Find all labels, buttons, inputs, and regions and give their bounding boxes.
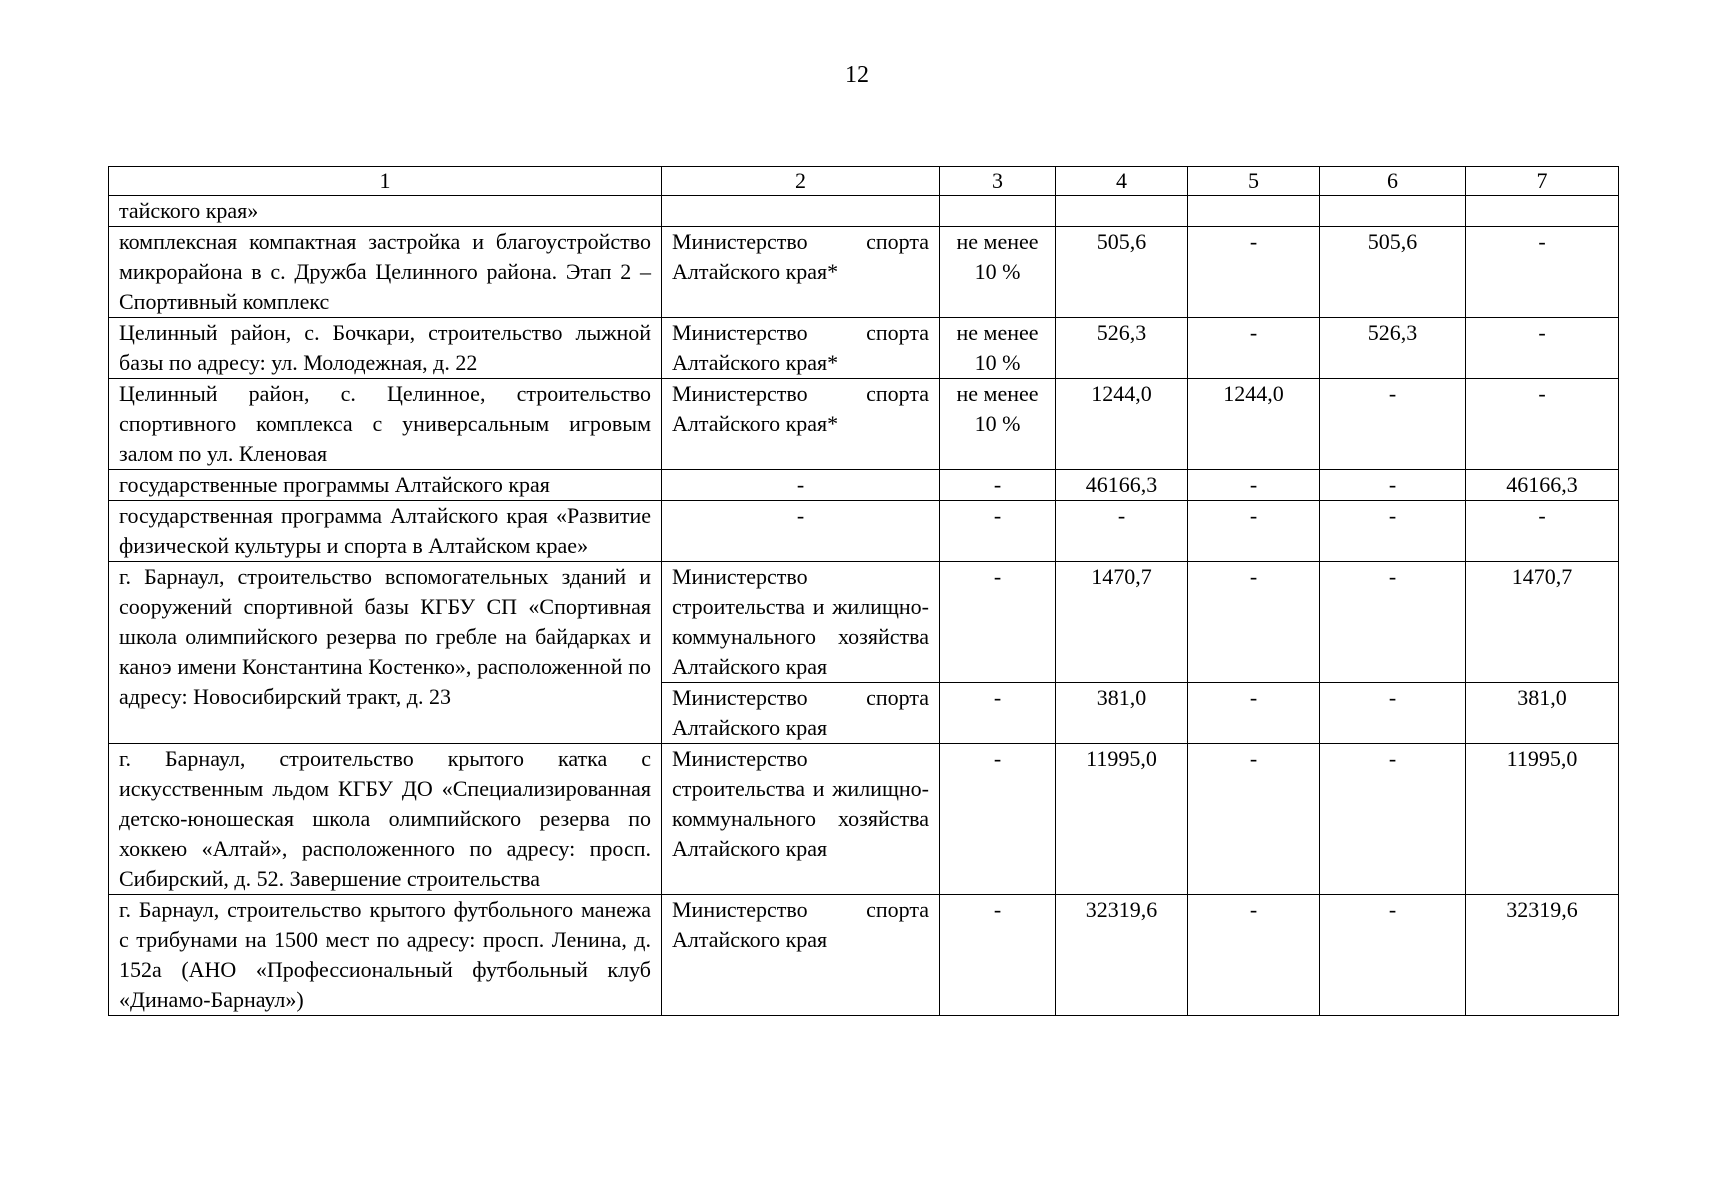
customer-cell: - [662, 501, 940, 562]
cofinancing-cell [940, 196, 1056, 227]
object-name-cell: г. Барнаул, строительство вспомогательных зданий и сооружений спортивной базы КГБУ СП «Спортивная школа олимпийского резерва по гребле на байдарках и каноэ имени Константина Костенко», расположенной по адресу: Новосибирский тракт, д. 23 [109, 562, 662, 744]
year-cell [1466, 196, 1619, 227]
total-cell: 46166,3 [1056, 470, 1188, 501]
year-cell: 381,0 [1466, 683, 1619, 744]
year-cell: - [1320, 744, 1466, 895]
year-cell [1320, 196, 1466, 227]
column-header: 5 [1188, 167, 1320, 196]
cofinancing-cell: не менее 10 % [940, 227, 1056, 318]
page-number: 12 [845, 62, 869, 88]
year-cell: - [1188, 227, 1320, 318]
table-row [109, 501, 1619, 562]
cofinancing-cell: - [940, 470, 1056, 501]
year-cell [1188, 196, 1320, 227]
object-name-cell: государственные программы Алтайского края [109, 470, 662, 501]
object-name-cell: Целинный район, с. Бочкари, строительство лыжной базы по адресу: ул. Молодежная, д. 22 [109, 318, 662, 379]
table-row [109, 379, 1619, 470]
column-header: 1 [109, 167, 662, 196]
object-name-cell: тайского края» [109, 196, 662, 227]
cofinancing-cell: - [940, 744, 1056, 895]
total-cell: 381,0 [1056, 683, 1188, 744]
cofinancing-cell: не менее 10 % [940, 318, 1056, 379]
year-cell: - [1188, 501, 1320, 562]
table-row [109, 227, 1619, 318]
customer-cell: Министерство спорта Алтайского края [662, 895, 940, 1016]
total-cell: 1244,0 [1056, 379, 1188, 470]
customer-cell: Министерство строительства и жилищно-коммунального хозяйства Алтайского края [662, 562, 940, 683]
column-header: 7 [1466, 167, 1619, 196]
year-cell: - [1188, 895, 1320, 1016]
object-name-cell: г. Барнаул, строительство крытого футбольного манежа с трибунами на 1500 мест по адресу: просп. Ленина, д. 152а (АНО «Профессиональный футбольный клуб «Динамо-Барнаул») [109, 895, 662, 1016]
year-cell: - [1188, 470, 1320, 501]
table-row [109, 744, 1619, 895]
year-cell: 1244,0 [1188, 379, 1320, 470]
total-cell: 505,6 [1056, 227, 1188, 318]
customer-cell: Министерство спорта Алтайского края* [662, 227, 940, 318]
total-cell: - [1056, 501, 1188, 562]
total-cell: 32319,6 [1056, 895, 1188, 1016]
customer-cell: Министерство спорта Алтайского края* [662, 379, 940, 470]
year-cell: - [1188, 683, 1320, 744]
year-cell: 46166,3 [1466, 470, 1619, 501]
object-name-cell: комплексная компактная застройка и благоустройство микрорайона в с. Дружба Целинного района. Этап 2 – Спортивный комплекс [109, 227, 662, 318]
year-cell: - [1320, 501, 1466, 562]
total-cell: 526,3 [1056, 318, 1188, 379]
year-cell: - [1188, 318, 1320, 379]
object-name-cell: Целинный район, с. Целинное, строительство спортивного комплекса с универсальным игровым залом по ул. Кленовая [109, 379, 662, 470]
year-cell: 1470,7 [1466, 562, 1619, 683]
year-cell: - [1320, 895, 1466, 1016]
object-name-cell: государственная программа Алтайского края «Развитие физической культуры и спорта в Алтайском крае» [109, 501, 662, 562]
total-cell [1056, 196, 1188, 227]
total-cell: 1470,7 [1056, 562, 1188, 683]
year-cell: - [1320, 379, 1466, 470]
year-cell: 11995,0 [1466, 744, 1619, 895]
column-header: 2 [662, 167, 940, 196]
year-cell: 526,3 [1320, 318, 1466, 379]
table-row [109, 562, 1619, 683]
cofinancing-cell: - [940, 501, 1056, 562]
customer-cell [662, 196, 940, 227]
table-header-row [109, 167, 1619, 196]
year-cell: - [1188, 562, 1320, 683]
column-header: 4 [1056, 167, 1188, 196]
year-cell: - [1466, 227, 1619, 318]
table-row [109, 470, 1619, 501]
year-cell: - [1466, 501, 1619, 562]
total-cell: 11995,0 [1056, 744, 1188, 895]
year-cell: 505,6 [1320, 227, 1466, 318]
customer-cell: Министерство спорта Алтайского края [662, 683, 940, 744]
budget-table [108, 166, 1619, 1016]
cofinancing-cell: - [940, 895, 1056, 1016]
column-header: 3 [940, 167, 1056, 196]
year-cell: - [1320, 562, 1466, 683]
table-row [109, 895, 1619, 1016]
year-cell: - [1320, 470, 1466, 501]
object-name-cell: г. Барнаул, строительство крытого катка с искусственным льдом КГБУ ДО «Специализированная детско-юношеская школа олимпийского резерва по хоккею «Алтай», расположенного по адресу: просп. Сибирский, д. 52. Завершение строительства [109, 744, 662, 895]
year-cell: - [1188, 744, 1320, 895]
cofinancing-cell: - [940, 562, 1056, 683]
cofinancing-cell: не менее 10 % [940, 379, 1056, 470]
customer-cell: Министерство строительства и жилищно-коммунального хозяйства Алтайского края [662, 744, 940, 895]
customer-cell: Министерство спорта Алтайского края* [662, 318, 940, 379]
cofinancing-cell: - [940, 683, 1056, 744]
year-cell: - [1466, 318, 1619, 379]
table-row [109, 318, 1619, 379]
year-cell: - [1466, 379, 1619, 470]
year-cell: - [1320, 683, 1466, 744]
column-header: 6 [1320, 167, 1466, 196]
table-row [109, 196, 1619, 227]
year-cell: 32319,6 [1466, 895, 1619, 1016]
customer-cell: - [662, 470, 940, 501]
